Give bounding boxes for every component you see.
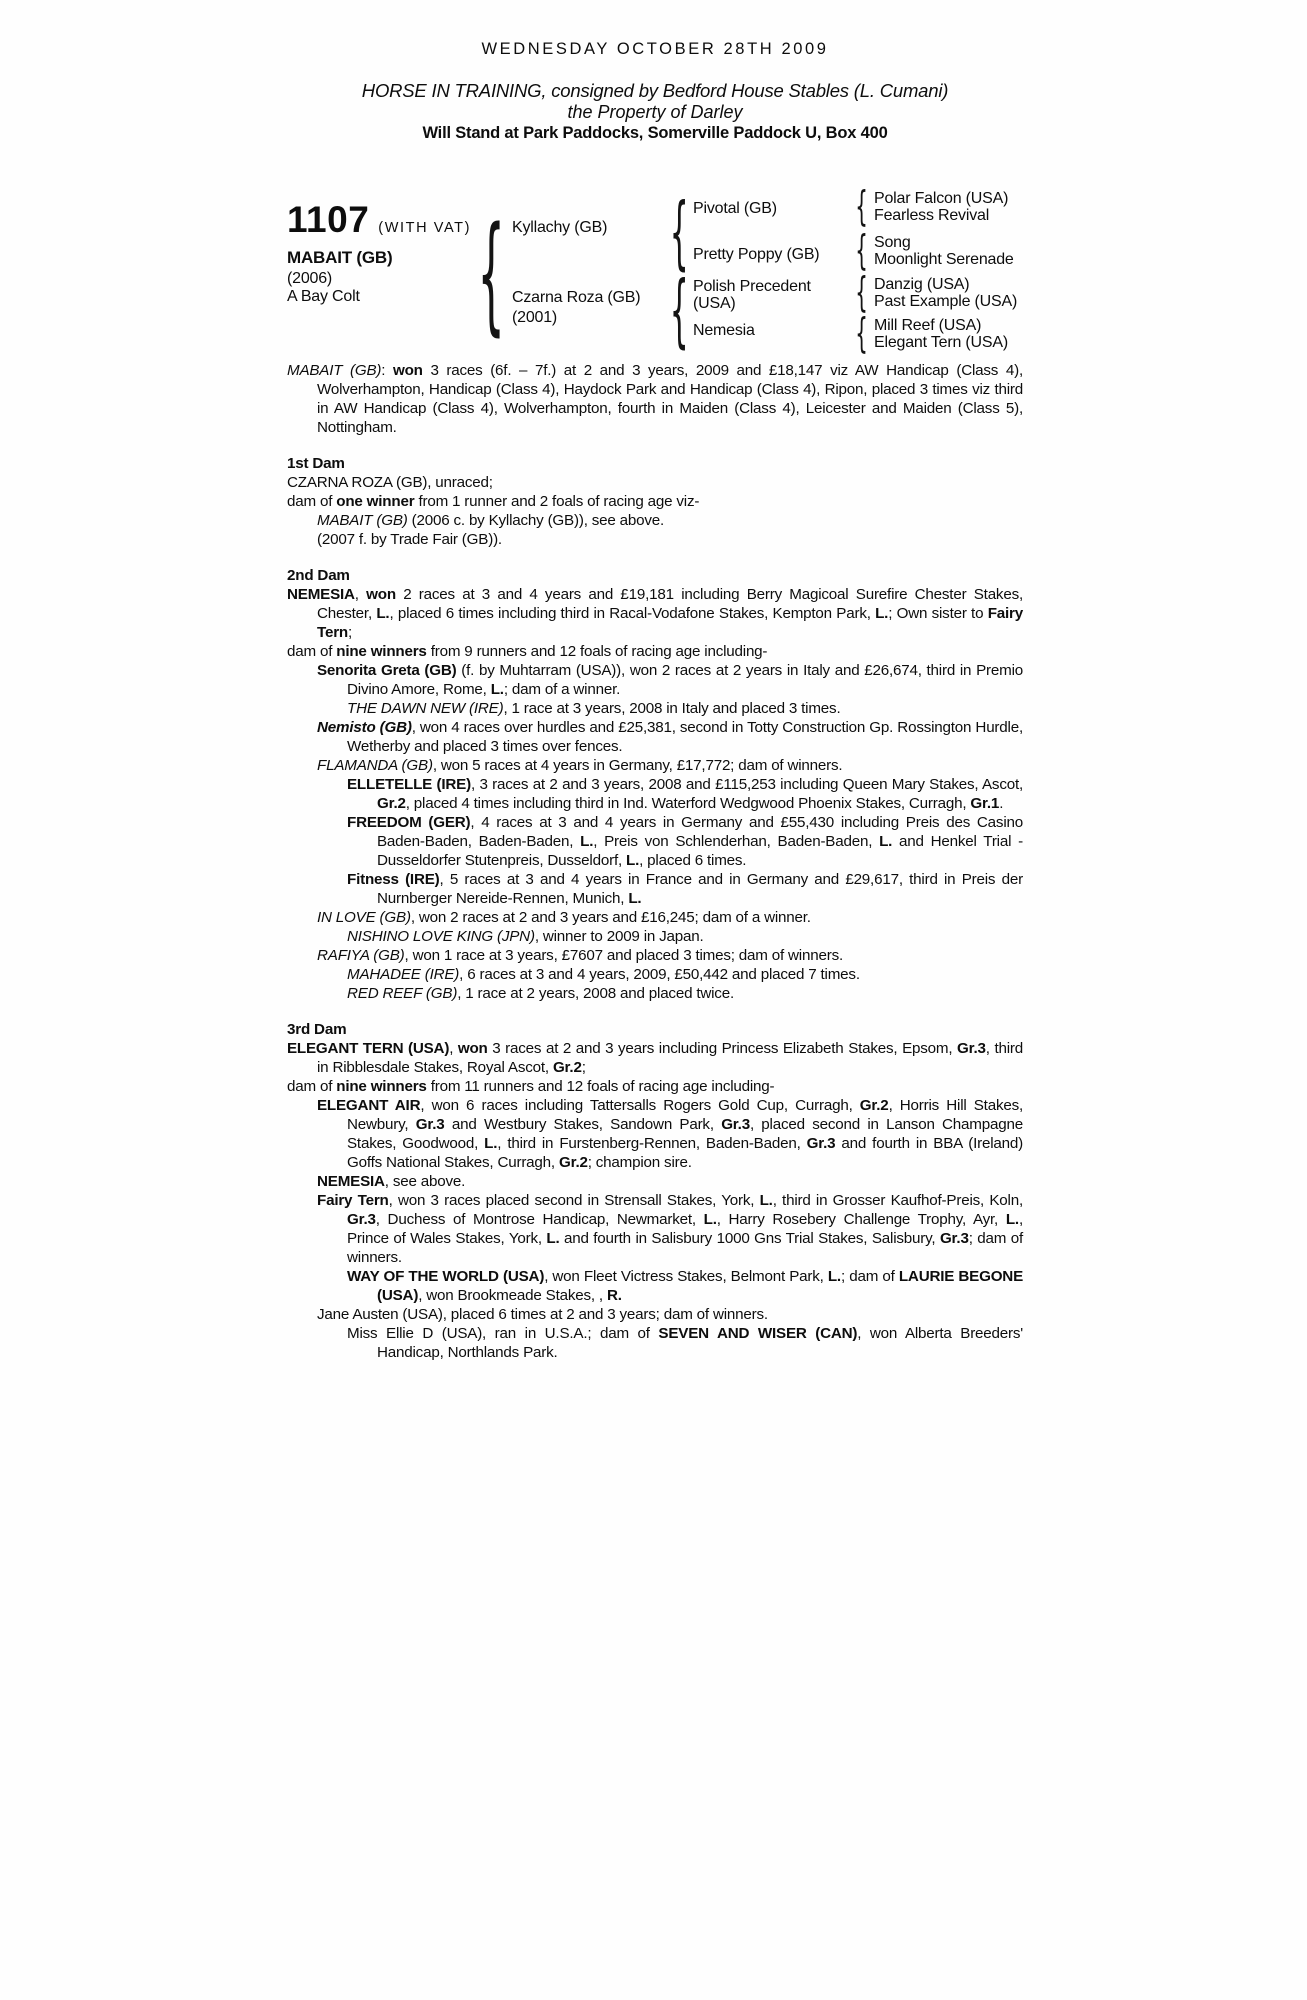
text-segment: from 9 runners and 12 foals of racing age including- (426, 643, 768, 660)
text-segment: , placed 6 times including third in Racal-Vodafone Stakes, Kempton Park, (389, 605, 876, 622)
text-segment: Fairy Tern (317, 1192, 389, 1209)
text-segment: ELLETELLE (IRE) (347, 776, 471, 793)
text-segment: , 5 races at 3 and 4 years in France and in Germany and £29,617, third in Preis der Nurnberger Nereide-Rennen, Munich, (377, 871, 1023, 907)
catalog-paragraph (287, 642, 1023, 661)
text-segment: Gr.3 (806, 1135, 836, 1152)
dam-year: (2001) (512, 309, 558, 326)
text-segment: , Prince of Wales Stakes, York, (347, 1211, 1023, 1247)
text-segment: ELEGANT TERN (USA) (287, 1040, 450, 1057)
text-segment: L. (628, 890, 642, 907)
text-segment: dam of (287, 493, 337, 510)
text-segment: WAY OF THE WORLD (USA) (347, 1268, 545, 1285)
text-segment: , Duchess of Montrose Handicap, Newmarket, (375, 1211, 704, 1228)
text-segment: L. (879, 833, 893, 850)
text-segment: , won Fleet Victress Stakes, Belmont Park, (544, 1268, 828, 1285)
text-segment: . (999, 795, 1004, 812)
consignment-line: HORSE IN TRAINING, consigned by Bedford House Stables (L. Cumani) (361, 80, 949, 101)
gen3-name: Nemesia (693, 322, 755, 339)
text-segment: L. (875, 605, 889, 622)
text-segment: , 4 races at 3 and 4 years in Germany and £55,430 including Preis des Casino Baden-Baden, Baden-Baden, (377, 814, 1023, 850)
catalog-paragraph (287, 870, 1023, 908)
catalog-paragraph (287, 756, 1023, 775)
text-segment: Nemisto (GB) (317, 719, 412, 736)
lot-block (287, 199, 472, 240)
text-segment: , won 2 races at 2 and 3 years and £16,245; dam of a winner. (410, 909, 811, 926)
text-segment: ; dam of (840, 1268, 899, 1285)
text-segment: , won 4 races over hurdles and £25,381, second in Totty Construction Gp. Rossington Hurdle, Wetherby and placed 3 times over fences. (347, 719, 1023, 755)
text-segment: ELEGANT AIR (317, 1097, 421, 1114)
text-segment: ; champion sire. (587, 1154, 692, 1171)
text-segment: IN LOVE (GB) (317, 909, 411, 926)
catalog-paragraph (287, 927, 1023, 946)
text-segment: , placed second in Lanson Champagne Stakes, Goodwood, (347, 1116, 1023, 1152)
pedigree-brace-gen4 (853, 315, 869, 355)
text-segment: , placed 6 times. (639, 852, 747, 869)
catalog-paragraph (287, 585, 1023, 642)
text-segment: won (457, 1040, 488, 1057)
dam-section-heading: 2nd Dam (287, 567, 350, 584)
text-segment: MABAIT (GB) (317, 512, 408, 529)
pedigree-brace-gen4 (853, 274, 869, 314)
catalog-paragraph (287, 1172, 1023, 1191)
text-segment: , won 6 races including Tattersalls Rogers Gold Cup, Curragh, (420, 1097, 860, 1114)
text-segment: , see above. (384, 1173, 466, 1190)
text-segment: L. (759, 1192, 773, 1209)
catalog-paragraph (287, 718, 1023, 756)
text-segment: L. (490, 681, 504, 698)
text-segment: L. (580, 833, 594, 850)
lot-number: 1107 (287, 199, 370, 240)
text-segment: 3 races (6f. – 7f.) at 2 and 3 years, 2009 and £18,147 viz AW Handicap (Class 4), Wolverhampton, Handicap (Class 4), Haydock Park and Handicap (Class 4), Ripon, placed 3 times viz third in AW Handicap (Class 4), Wolverhampton, fourth in Maiden (Class 4), Leicester and Maiden (Class 5), Nottingham. (317, 362, 1023, 436)
pedigree-brace-gen4 (853, 232, 869, 272)
text-segment: (2007 f. by Trade Fair (GB)). (317, 531, 502, 548)
text-segment: R. (606, 1287, 622, 1304)
text-segment: LAURIE BEGONE (USA) (377, 1268, 1024, 1304)
catalog-paragraph (287, 1324, 1023, 1362)
text-segment: and Westbury Stakes, Sandown Park, (444, 1116, 722, 1133)
text-segment: one winner (336, 493, 415, 510)
gen4-name: Danzig (USA) (874, 276, 970, 293)
catalog-paragraph (287, 492, 1023, 511)
text-segment: L. (827, 1268, 841, 1285)
text-segment: THE DAWN NEW (IRE) (347, 700, 504, 717)
catalog-paragraph (287, 965, 1023, 984)
text-segment: , 1 race at 3 years, 2008 in Italy and placed 3 times. (503, 700, 841, 717)
text-segment: , placed 4 times including third in Ind. Waterford Wedgwood Phoenix Stakes, Curragh, (405, 795, 971, 812)
horse-description: A Bay Colt (287, 288, 360, 305)
text-segment: , 3 races at 2 and 3 years, 2008 and £115,253 including Queen Mary Stakes, Ascot, (470, 776, 1024, 793)
text-segment: , third in Grosser Kaufhof-Preis, Koln, (772, 1192, 1023, 1209)
text-segment: SEVEN AND WISER (CAN) (658, 1325, 858, 1342)
catalog-paragraph (287, 530, 1023, 549)
text-segment: NEMESIA (317, 1173, 385, 1190)
catalog-paragraph (287, 1077, 1023, 1096)
text-segment: , third in Ribblesdale Stakes, Royal Ascot, (317, 1040, 1024, 1076)
catalog-paragraph (287, 775, 1023, 813)
catalog-paragraph (287, 473, 1023, 492)
dam-name: Czarna Roza (GB) (512, 289, 641, 306)
text-segment: Gr.3 (721, 1116, 750, 1133)
text-segment: dam of (287, 643, 337, 660)
gen4-name: Mill Reef (USA) (874, 317, 982, 334)
text-segment: Fairy Tern (317, 605, 1024, 641)
page-content (287, 38, 1023, 1362)
text-segment: Miss Ellie D (USA), ran in U.S.A.; dam of (347, 1325, 659, 1342)
text-segment: NISHINO LOVE KING (JPN) (347, 928, 535, 945)
catalog-paragraph (287, 361, 1023, 437)
catalog-paragraph (287, 1267, 1023, 1305)
gen4-name: Past Example (USA) (874, 293, 1018, 310)
text-segment: nine winners (336, 643, 427, 660)
text-segment: , won Alberta Breeders' Handicap, Northlands Park. (377, 1325, 1023, 1361)
text-segment: ; (347, 624, 353, 641)
catalog-paragraph (287, 511, 1023, 530)
property-line: the Property of Darley (567, 102, 743, 122)
text-segment: and fourth in Salisbury 1000 Gns Trial Stakes, Salisbury, (559, 1230, 940, 1247)
lot-vat-note: (WITH VAT) (378, 220, 472, 236)
text-segment: L. (703, 1211, 717, 1228)
gen3-name: Pretty Poppy (GB) (693, 246, 820, 263)
pedigree-brace-gen4 (853, 188, 869, 228)
dam-section-heading: 3rd Dam (287, 1021, 347, 1038)
text-segment: ; dam of a winner. (503, 681, 621, 698)
catalog-paragraph (287, 908, 1023, 927)
text-segment: , Preis von Schlenderhan, Baden-Baden, (593, 833, 880, 850)
text-segment: ; dam of winners. (347, 1230, 1023, 1266)
text-segment: , (354, 586, 367, 603)
sale-date: WEDNESDAY OCTOBER 28TH 2009 (481, 40, 829, 58)
text-segment: L. (1005, 1211, 1019, 1228)
text-segment: , won 5 races at 4 years in Germany, £17,772; dam of winners. (432, 757, 843, 774)
text-segment: , Horris Hill Stakes, Newbury, (347, 1097, 1023, 1133)
text-segment: 2 races at 3 and 4 years and £19,181 including Berry Magicoal Surefire Chester Stakes, Chester, (317, 586, 1023, 622)
gen4-name: Elegant Tern (USA) (874, 334, 1008, 351)
text-segment: , 6 races at 3 and 4 years, 2009, £50,442 and placed 7 times. (459, 966, 860, 983)
catalog-paragraph (287, 1039, 1023, 1077)
sire-name: Kyllachy (GB) (512, 219, 608, 236)
text-segment: Gr.2 (377, 795, 406, 812)
catalog-paragraph (287, 1305, 1023, 1324)
text-segment: RED REEF (GB) (347, 985, 458, 1002)
gen4-name: Moonlight Serenade (874, 251, 1014, 268)
text-segment: and fourth in BBA (Ireland) Goffs National Stakes, Curragh, (347, 1135, 1023, 1171)
text-segment: , winner to 2009 in Japan. (534, 928, 704, 945)
text-segment: L. (484, 1135, 498, 1152)
catalog-paragraph (287, 661, 1023, 699)
text-segment: , won 1 race at 3 years, £7607 and placed 3 times; dam of winners. (404, 947, 843, 964)
text-segment: Gr.1 (970, 795, 1000, 812)
text-segment: , 1 race at 2 years, 2008 and placed twice. (457, 985, 734, 1002)
gen3-name-suffix: (USA) (693, 295, 736, 312)
text-segment: ; Own sister to (888, 605, 988, 622)
catalog-paragraph (287, 1191, 1023, 1267)
text-segment: Gr.2 (552, 1059, 582, 1076)
text-segment: Gr.3 (957, 1040, 986, 1057)
text-segment: (2006 c. by Kyllachy (GB)), see above. (407, 512, 665, 529)
text-segment: : (381, 362, 393, 379)
stand-location-line: Will Stand at Park Paddocks, Somerville Paddock U, Box 400 (422, 124, 888, 142)
catalog-paragraph (287, 1096, 1023, 1172)
gen3-name: Polish Precedent (693, 278, 811, 295)
dam-section-heading: 1st Dam (287, 455, 345, 472)
pedigree-table (287, 189, 1023, 361)
text-segment: L. (376, 605, 390, 622)
gen3-name: Pivotal (GB) (693, 200, 777, 217)
text-segment: , (449, 1040, 458, 1057)
catalog-paragraph (287, 813, 1023, 870)
catalog-paragraph (287, 699, 1023, 718)
text-segment: CZARNA ROZA (GB), unraced; (287, 474, 493, 491)
gen4-name: Fearless Revival (874, 207, 990, 224)
text-segment: and Henkel Trial - Dusseldorfer Stutenpreis, Dusseldorf, (377, 833, 1023, 869)
text-segment: FLAMANDA (GB) (317, 757, 433, 774)
text-segment: MABAIT (GB) (287, 362, 382, 379)
text-segment: Gr.3 (939, 1230, 969, 1247)
text-segment: Gr.2 (859, 1097, 889, 1114)
text-segment: L. (626, 852, 640, 869)
text-segment: from 1 runner and 2 foals of racing age viz- (414, 493, 700, 510)
text-segment: Senorita Greta (GB) (317, 662, 457, 679)
text-segment: Gr.3 (415, 1116, 445, 1133)
catalog-paragraph (287, 946, 1023, 965)
text-segment: RAFIYA (GB) (317, 947, 405, 964)
gen4-name: Song (874, 234, 911, 251)
text-segment: ; (581, 1059, 586, 1076)
horse-name: MABAIT (GB) (287, 248, 393, 267)
catalog-body (287, 361, 1023, 1362)
text-segment: won (366, 586, 396, 603)
text-segment: Gr.2 (558, 1154, 588, 1171)
pedigree-brace-dam-side (671, 273, 687, 349)
text-segment: , Harry Rosebery Challenge Trophy, Ayr, (716, 1211, 1006, 1228)
text-segment: MAHADEE (IRE) (347, 966, 460, 983)
pedigree-brace-gen2 (483, 214, 499, 334)
text-segment: L. (546, 1230, 560, 1247)
text-segment: (f. by Muhtarram (USA)), won 2 races at 2 years in Italy and £26,674, third in Premio Divino Amore, Rome, (347, 662, 1023, 698)
catalog-paragraph (287, 984, 1023, 1003)
horse-foaling-year: (2006) (287, 270, 333, 287)
text-segment: Gr.3 (347, 1211, 376, 1228)
text-segment: nine winners (336, 1078, 427, 1095)
text-segment: Jane Austen (USA), placed 6 times at 2 and 3 years; dam of winners. (317, 1306, 768, 1323)
pedigree-brace-sire-side (671, 195, 687, 271)
text-segment: NEMESIA (287, 586, 355, 603)
text-segment: won (392, 362, 423, 379)
text-segment: , won Brookmeade Stakes, , (418, 1287, 607, 1304)
text-segment: FREEDOM (GER) (347, 814, 471, 831)
gen4-name: Polar Falcon (USA) (874, 190, 1009, 207)
text-segment: , third in Furstenberg-Rennen, Baden-Baden, (497, 1135, 807, 1152)
text-segment: Fitness (IRE) (347, 871, 440, 888)
text-segment: 3 races at 2 and 3 years including Princess Elizabeth Stakes, Epsom, (487, 1040, 958, 1057)
text-segment: from 11 runners and 12 foals of racing age including- (426, 1078, 775, 1095)
text-segment: , won 3 races placed second in Strensall Stakes, York, (388, 1192, 760, 1209)
text-segment: dam of (287, 1078, 337, 1095)
